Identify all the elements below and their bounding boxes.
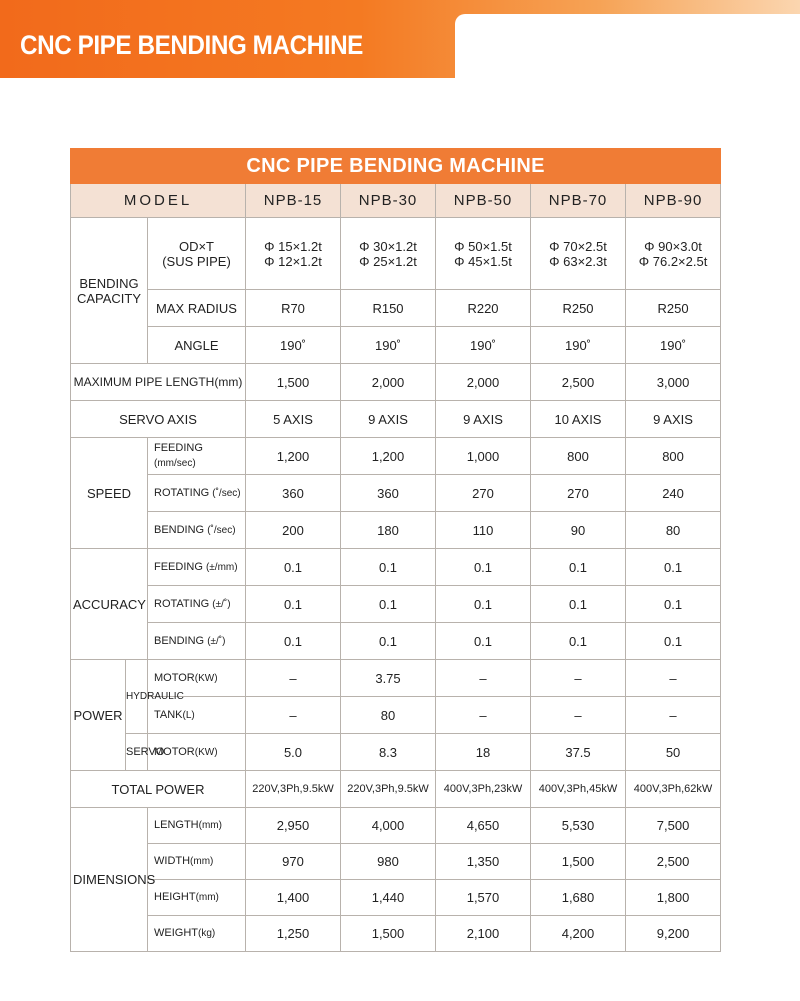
height-label: HEIGHT <box>154 891 196 903</box>
total-power-cell: 400V,3Ph,62kW <box>626 771 721 808</box>
width-cell: 980 <box>341 844 436 880</box>
tank-cell: – <box>436 697 531 734</box>
speed-feeding-label: FEEDING <box>154 442 203 454</box>
servo-motor-cell: 50 <box>626 734 721 771</box>
speed-rotating-label-cell <box>148 475 246 512</box>
servo-axis-cell: 9 AXIS <box>436 401 531 438</box>
odt-row <box>71 218 721 290</box>
odt-value-1: Φ 90×3.0t <box>644 238 702 254</box>
angle-cell: 190˚ <box>626 327 721 364</box>
weight-cell: 4,200 <box>531 916 626 952</box>
speed-bending-row <box>71 512 721 549</box>
tank-label-cell <box>148 697 246 734</box>
accuracy-rotating-cell: 0.1 <box>246 586 341 623</box>
servo-axis-cell: 9 AXIS <box>626 401 721 438</box>
speed-rotating-row <box>71 475 721 512</box>
height-cell: 1,680 <box>531 880 626 916</box>
spec-table <box>70 148 721 952</box>
speed-feeding-label-cell <box>148 438 246 475</box>
length-label: LENGTH <box>154 819 199 831</box>
length-cell: 5,530 <box>531 808 626 844</box>
weight-unit: (kg) <box>198 928 216 939</box>
table-title-row <box>71 149 721 184</box>
accuracy-rotating-unit: (±/˚) <box>212 598 231 610</box>
odt-value-2: Φ 76.2×2.5t <box>638 253 708 269</box>
hydraulic-motor-unit: (KW) <box>194 672 218 684</box>
accuracy-feeding-cell: 0.1 <box>246 549 341 586</box>
servo-axis-cell: 9 AXIS <box>341 401 436 438</box>
accuracy-feeding-label: FEEDING <box>154 560 203 573</box>
odt-value-2: Φ 63×2.3t <box>549 253 607 269</box>
weight-cell: 1,500 <box>341 916 436 952</box>
angle-cell: 190˚ <box>531 327 626 364</box>
accuracy-bending-label: BENDING <box>154 634 205 647</box>
accuracy-bending-row <box>71 623 721 660</box>
tank-label: TANK <box>154 708 183 721</box>
angle-row <box>71 327 721 364</box>
total-power-cell: 400V,3Ph,23kW <box>436 771 531 808</box>
speed-rotating-unit: (˚/sec) <box>212 487 241 499</box>
accuracy-bending-cell: 0.1 <box>246 623 341 660</box>
power-label: POWER <box>71 660 126 771</box>
height-cell: 1,800 <box>626 880 721 916</box>
model-cell: NPB-30 <box>341 184 436 218</box>
accuracy-rotating-label-cell <box>148 586 246 623</box>
hydraulic-label: HYDRAULIC <box>126 660 148 734</box>
accuracy-bending-cell: 0.1 <box>626 623 721 660</box>
power-tank-row <box>71 697 721 734</box>
tank-cell: – <box>246 697 341 734</box>
accuracy-feeding-cell: 0.1 <box>531 549 626 586</box>
accuracy-rotating-cell: 0.1 <box>436 586 531 623</box>
speed-label: SPEED <box>71 438 148 549</box>
accuracy-bending-cell: 0.1 <box>531 623 626 660</box>
odt-value-1: Φ 70×2.5t <box>549 238 607 254</box>
max-pipe-length-cell: 1,500 <box>246 364 341 401</box>
angle-cell: 190˚ <box>341 327 436 364</box>
speed-feeding-unit: (mm/sec) <box>154 458 196 469</box>
accuracy-rotating-cell: 0.1 <box>626 586 721 623</box>
header-tab-shape <box>455 14 800 78</box>
accuracy-feeding-label-cell <box>148 549 246 586</box>
max-pipe-length-label: MAXIMUM PIPE LENGTH(mm) <box>71 364 246 401</box>
odt-cell <box>341 218 436 290</box>
odt-sub-label: (SUS PIPE) <box>162 253 231 269</box>
hydraulic-motor-label: MOTOR <box>154 671 195 684</box>
hydraulic-motor-cell: – <box>436 660 531 697</box>
speed-rotating-cell: 240 <box>626 475 721 512</box>
accuracy-rotating-row <box>71 586 721 623</box>
servo-motor-label-cell <box>148 734 246 771</box>
width-label-cell <box>148 844 246 880</box>
servo-label: SERVO <box>126 734 148 771</box>
odt-value-1: Φ 30×1.2t <box>359 238 417 254</box>
odt-cell <box>626 218 721 290</box>
width-cell: 1,500 <box>531 844 626 880</box>
servo-motor-cell: 8.3 <box>341 734 436 771</box>
speed-rotating-cell: 360 <box>246 475 341 512</box>
height-row <box>71 880 721 916</box>
speed-rotating-label: ROTATING <box>154 486 210 499</box>
total-power-cell: 400V,3Ph,45kW <box>531 771 626 808</box>
accuracy-rotating-cell: 0.1 <box>341 586 436 623</box>
speed-feeding-cell: 1,000 <box>436 438 531 475</box>
hydraulic-motor-cell: – <box>246 660 341 697</box>
tank-cell: – <box>626 697 721 734</box>
total-power-label: TOTAL POWER <box>71 771 246 808</box>
model-cell: NPB-50 <box>436 184 531 218</box>
length-unit: (mm) <box>198 820 222 831</box>
max-pipe-length-row <box>71 364 721 401</box>
accuracy-bending-cell: 0.1 <box>341 623 436 660</box>
weight-label-cell <box>148 916 246 952</box>
max-radius-row <box>71 290 721 327</box>
max-pipe-length-cell: 2,500 <box>531 364 626 401</box>
servo-motor-cell: 5.0 <box>246 734 341 771</box>
accuracy-feeding-cell: 0.1 <box>626 549 721 586</box>
length-cell: 4,000 <box>341 808 436 844</box>
angle-label: ANGLE <box>148 327 246 364</box>
accuracy-feeding-unit: (±/mm) <box>205 561 238 573</box>
length-cell: 7,500 <box>626 808 721 844</box>
weight-cell: 9,200 <box>626 916 721 952</box>
servo-motor-label: MOTOR <box>154 745 195 758</box>
accuracy-feeding-row <box>71 549 721 586</box>
odt-cell <box>436 218 531 290</box>
tank-cell: – <box>531 697 626 734</box>
servo-axis-row <box>71 401 721 438</box>
tank-cell: 80 <box>341 697 436 734</box>
speed-feeding-row <box>71 438 721 475</box>
speed-bending-cell: 110 <box>436 512 531 549</box>
height-cell: 1,400 <box>246 880 341 916</box>
length-cell: 4,650 <box>436 808 531 844</box>
model-label: MODEL <box>71 184 246 218</box>
max-radius-cell: R220 <box>436 290 531 327</box>
angle-cell: 190˚ <box>436 327 531 364</box>
servo-motor-cell: 18 <box>436 734 531 771</box>
servo-motor-cell: 37.5 <box>531 734 626 771</box>
width-label: WIDTH <box>154 855 191 867</box>
accuracy-bending-label-cell <box>148 623 246 660</box>
accuracy-feeding-cell: 0.1 <box>436 549 531 586</box>
max-radius-label: MAX RADIUS <box>148 290 246 327</box>
speed-bending-cell: 180 <box>341 512 436 549</box>
odt-label: OD×T <box>178 238 215 254</box>
speed-rotating-cell: 270 <box>436 475 531 512</box>
speed-feeding-cell: 1,200 <box>341 438 436 475</box>
odt-cell <box>531 218 626 290</box>
speed-feeding-cell: 1,200 <box>246 438 341 475</box>
speed-bending-label-cell <box>148 512 246 549</box>
hydraulic-motor-cell: – <box>531 660 626 697</box>
odt-value-1: Φ 50×1.5t <box>454 238 512 254</box>
max-radius-cell: R250 <box>626 290 721 327</box>
max-radius-cell: R150 <box>341 290 436 327</box>
dimensions-label: DIMENSIONS <box>71 808 148 952</box>
height-label-cell <box>148 880 246 916</box>
weight-row <box>71 916 721 952</box>
total-power-row <box>71 771 721 808</box>
height-cell: 1,440 <box>341 880 436 916</box>
speed-bending-label: BENDING <box>154 523 205 536</box>
max-pipe-length-cell: 2,000 <box>341 364 436 401</box>
speed-bending-cell: 90 <box>531 512 626 549</box>
width-unit: (mm) <box>190 856 214 867</box>
servo-axis-cell: 5 AXIS <box>246 401 341 438</box>
max-pipe-length-cell: 3,000 <box>626 364 721 401</box>
weight-label: WEIGHT <box>154 927 198 939</box>
table-title: CNC PIPE BENDING MACHINE <box>71 149 721 184</box>
speed-rotating-cell: 360 <box>341 475 436 512</box>
odt-cell <box>246 218 341 290</box>
length-cell: 2,950 <box>246 808 341 844</box>
max-radius-cell: R250 <box>531 290 626 327</box>
accuracy-rotating-cell: 0.1 <box>531 586 626 623</box>
model-cell: NPB-90 <box>626 184 721 218</box>
model-cell: NPB-15 <box>246 184 341 218</box>
page-title: CNC PIPE BENDING MACHINE <box>20 30 363 60</box>
width-cell: 1,350 <box>436 844 531 880</box>
bending-capacity-label: BENDING CAPACITY <box>71 218 148 364</box>
speed-bending-unit: (˚/sec) <box>207 524 236 536</box>
speed-feeding-cell: 800 <box>531 438 626 475</box>
accuracy-label: ACCURACY <box>71 549 148 660</box>
servo-axis-label: SERVO AXIS <box>71 401 246 438</box>
accuracy-bending-cell: 0.1 <box>436 623 531 660</box>
height-cell: 1,570 <box>436 880 531 916</box>
length-row <box>71 808 721 844</box>
odt-value-2: Φ 12×1.2t <box>264 253 322 269</box>
height-unit: (mm) <box>195 892 219 903</box>
odt-label-cell <box>148 218 246 290</box>
hydraulic-motor-cell: – <box>626 660 721 697</box>
max-pipe-length-cell: 2,000 <box>436 364 531 401</box>
header-banner <box>0 0 800 78</box>
accuracy-rotating-label: ROTATING <box>154 597 210 610</box>
weight-cell: 1,250 <box>246 916 341 952</box>
speed-rotating-cell: 270 <box>531 475 626 512</box>
accuracy-bending-unit: (±/˚) <box>207 635 226 647</box>
speed-bending-cell: 200 <box>246 512 341 549</box>
width-cell: 970 <box>246 844 341 880</box>
odt-value-2: Φ 25×1.2t <box>359 253 417 269</box>
servo-axis-cell: 10 AXIS <box>531 401 626 438</box>
odt-value-2: Φ 45×1.5t <box>454 253 512 269</box>
power-hydraulic-motor-row <box>71 660 721 697</box>
weight-cell: 2,100 <box>436 916 531 952</box>
hydraulic-motor-cell: 3.75 <box>341 660 436 697</box>
model-cell: NPB-70 <box>531 184 626 218</box>
length-label-cell <box>148 808 246 844</box>
power-servo-row <box>71 734 721 771</box>
speed-feeding-cell: 800 <box>626 438 721 475</box>
width-row <box>71 844 721 880</box>
speed-bending-cell: 80 <box>626 512 721 549</box>
total-power-cell: 220V,3Ph,9.5kW <box>341 771 436 808</box>
accuracy-feeding-cell: 0.1 <box>341 549 436 586</box>
tank-unit: (L) <box>182 709 195 721</box>
model-row <box>71 184 721 218</box>
servo-motor-unit: (KW) <box>194 746 218 758</box>
odt-value-1: Φ 15×1.2t <box>264 238 322 254</box>
angle-cell: 190˚ <box>246 327 341 364</box>
width-cell: 2,500 <box>626 844 721 880</box>
max-radius-cell: R70 <box>246 290 341 327</box>
total-power-cell: 220V,3Ph,9.5kW <box>246 771 341 808</box>
